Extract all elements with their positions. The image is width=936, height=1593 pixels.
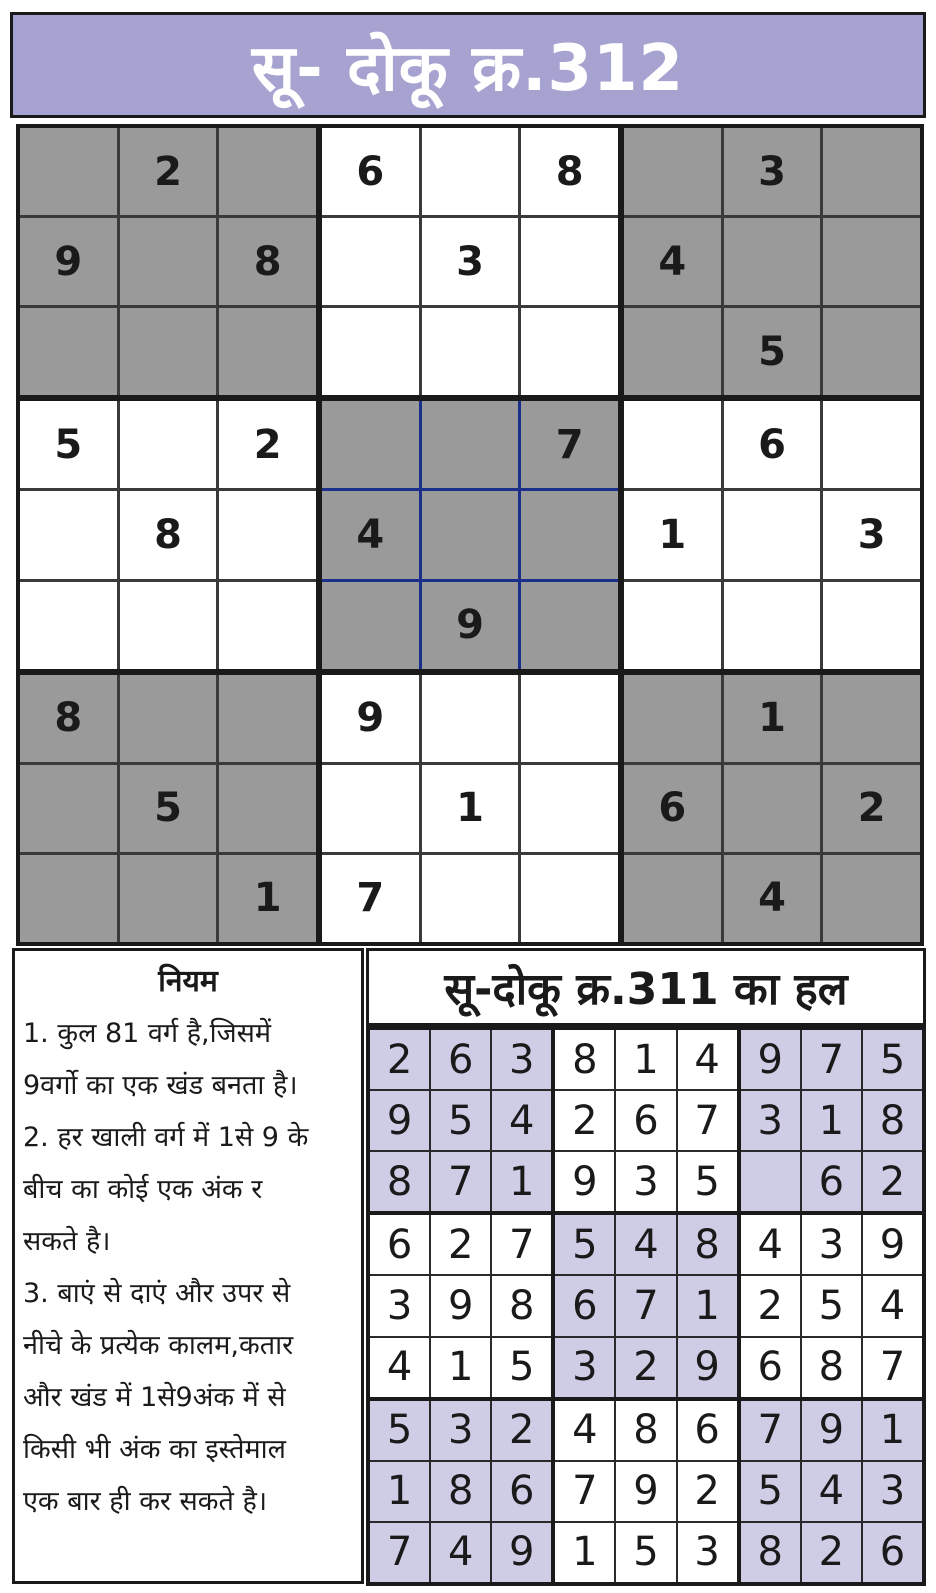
puzzle-cell[interactable]: 7 (322, 855, 419, 942)
solution-cell: 3 (802, 1215, 861, 1274)
puzzle-title: सू- दोकू क्र.312 (251, 31, 685, 106)
rules-heading: नियम (158, 964, 218, 999)
solution-cell: 6 (370, 1215, 429, 1274)
puzzle-cell[interactable] (823, 308, 920, 395)
puzzle-cell[interactable] (120, 401, 217, 488)
puzzle-cell[interactable] (624, 308, 721, 395)
puzzle-box (20, 128, 316, 395)
puzzle-cell[interactable]: 9 (422, 582, 519, 669)
puzzle-cell[interactable] (521, 855, 618, 942)
solution-cell: 9 (678, 1338, 737, 1397)
solution-cell: 1 (616, 1030, 675, 1089)
solution-cell: 1 (863, 1401, 922, 1460)
solution-cell: 7 (741, 1401, 800, 1460)
puzzle-cell[interactable]: 6 (624, 765, 721, 852)
puzzle-cell[interactable]: 9 (20, 218, 117, 305)
solution-cell: 4 (741, 1215, 800, 1274)
solution-cell: 8 (431, 1462, 490, 1521)
rule-line: सकते है। (23, 1226, 111, 1257)
solution-cell: 2 (431, 1215, 490, 1274)
puzzle-cell[interactable] (219, 765, 316, 852)
solution-cell: 7 (863, 1338, 922, 1397)
puzzle-cell[interactable] (823, 855, 920, 942)
solution-cell: 2 (802, 1523, 861, 1582)
puzzle-cell[interactable] (422, 855, 519, 942)
puzzle-cell[interactable] (219, 582, 316, 669)
solution-cell: 2 (678, 1462, 737, 1521)
puzzle-cell[interactable] (724, 218, 821, 305)
puzzle-cell[interactable] (724, 765, 821, 852)
puzzle-cell[interactable] (422, 401, 519, 488)
solution-box (555, 1401, 736, 1582)
solution-cell: 8 (616, 1401, 675, 1460)
solution-cell: 6 (678, 1401, 737, 1460)
puzzle-cell[interactable] (823, 675, 920, 762)
puzzle-cell[interactable] (219, 491, 316, 578)
solution-cell: 1 (370, 1462, 429, 1521)
puzzle-cell[interactable] (219, 308, 316, 395)
puzzle-cell[interactable] (120, 855, 217, 942)
solution-cell: 7 (431, 1152, 490, 1211)
puzzle-cell[interactable]: 2 (823, 765, 920, 852)
solution-box (370, 1401, 551, 1582)
puzzle-cell[interactable] (823, 128, 920, 215)
solution-cell: 4 (863, 1276, 922, 1335)
solution-cell: 4 (492, 1091, 551, 1150)
puzzle-cell[interactable] (120, 582, 217, 669)
puzzle-cell[interactable] (20, 128, 117, 215)
solution-cell: 1 (678, 1276, 737, 1335)
puzzle-cell[interactable] (322, 582, 419, 669)
puzzle-cell[interactable]: 3 (724, 128, 821, 215)
rules-panel (12, 948, 364, 1584)
solution-cell: 9 (555, 1152, 614, 1211)
puzzle-cell[interactable] (521, 491, 618, 578)
puzzle-cell[interactable] (322, 401, 419, 488)
solution-cell: 2 (370, 1030, 429, 1089)
rule-line: 3. बाएं से दाएं और उपर से (23, 1278, 291, 1309)
rule-line: और खंड में 1से9अंक में से (23, 1382, 286, 1413)
solution-cell: 8 (555, 1030, 614, 1089)
solution-cell: 4 (802, 1462, 861, 1521)
title-banner (10, 12, 926, 118)
puzzle-cell[interactable] (20, 765, 117, 852)
puzzle-cell[interactable]: 2 (219, 401, 316, 488)
puzzle-cell[interactable]: 1 (724, 675, 821, 762)
solution-cell (741, 1152, 800, 1211)
puzzle-cell[interactable]: 3 (422, 218, 519, 305)
puzzle-cell[interactable]: 1 (624, 491, 721, 578)
solution-cell: 6 (802, 1152, 861, 1211)
solution-box (741, 1401, 922, 1582)
solution-cell: 5 (370, 1401, 429, 1460)
solution-cell: 5 (616, 1523, 675, 1582)
puzzle-cell[interactable] (823, 218, 920, 305)
solution-cell: 3 (492, 1030, 551, 1089)
solution-cell: 2 (863, 1152, 922, 1211)
solution-cell: 4 (678, 1030, 737, 1089)
solution-cell: 6 (741, 1338, 800, 1397)
solution-cell: 7 (802, 1030, 861, 1089)
rule-line: बीच का कोई एक अंक र (23, 1174, 263, 1205)
puzzle-cell[interactable] (624, 401, 721, 488)
puzzle-cell[interactable]: 2 (120, 128, 217, 215)
solution-cell: 9 (741, 1030, 800, 1089)
puzzle-cell[interactable]: 1 (422, 765, 519, 852)
solution-cell: 4 (555, 1401, 614, 1460)
solution-cell: 8 (678, 1215, 737, 1274)
solution-cell: 3 (616, 1152, 675, 1211)
solution-cell: 8 (741, 1523, 800, 1582)
solution-cell: 7 (492, 1215, 551, 1274)
solution-cell: 5 (741, 1462, 800, 1521)
puzzle-cell[interactable]: 5 (120, 765, 217, 852)
puzzle-box (20, 401, 316, 668)
puzzle-cell[interactable]: 8 (120, 491, 217, 578)
solution-cell: 4 (431, 1523, 490, 1582)
solution-box (370, 1030, 551, 1211)
solution-box (370, 1215, 551, 1396)
solution-cell: 9 (863, 1215, 922, 1274)
puzzle-cell[interactable] (521, 218, 618, 305)
puzzle-cell[interactable] (624, 128, 721, 215)
solution-box (741, 1030, 922, 1211)
solution-cell: 5 (678, 1152, 737, 1211)
puzzle-cell[interactable] (521, 675, 618, 762)
puzzle-cell[interactable] (624, 855, 721, 942)
solution-cell: 5 (492, 1338, 551, 1397)
puzzle-box (322, 128, 618, 395)
solution-cell: 3 (555, 1338, 614, 1397)
puzzle-cell[interactable] (219, 128, 316, 215)
solution-cell: 7 (678, 1091, 737, 1150)
puzzle-cell[interactable] (521, 765, 618, 852)
puzzle-box (624, 401, 920, 668)
puzzle-grid (16, 124, 924, 946)
puzzle-cell[interactable]: 8 (20, 675, 117, 762)
puzzle-cell[interactable]: 4 (724, 855, 821, 942)
solution-cell: 3 (431, 1401, 490, 1460)
puzzle-cell[interactable] (624, 582, 721, 669)
solution-box (555, 1030, 736, 1211)
solution-cell: 3 (678, 1523, 737, 1582)
puzzle-cell[interactable] (624, 675, 721, 762)
solution-cell: 1 (555, 1523, 614, 1582)
puzzle-cell[interactable] (422, 308, 519, 395)
puzzle-cell[interactable] (422, 128, 519, 215)
solution-cell: 9 (616, 1462, 675, 1521)
solution-cell: 6 (492, 1462, 551, 1521)
puzzle-cell[interactable]: 5 (724, 308, 821, 395)
puzzle-cell[interactable] (823, 401, 920, 488)
solution-cell: 5 (802, 1276, 861, 1335)
solution-cell: 9 (492, 1523, 551, 1582)
solution-cell: 6 (431, 1030, 490, 1089)
solution-cell: 7 (370, 1523, 429, 1582)
puzzle-cell[interactable] (120, 308, 217, 395)
puzzle-cell[interactable] (422, 491, 519, 578)
puzzle-cell[interactable]: 4 (624, 218, 721, 305)
solution-cell: 7 (555, 1462, 614, 1521)
solution-cell: 8 (863, 1091, 922, 1150)
solution-cell: 5 (555, 1215, 614, 1274)
puzzle-cell[interactable]: 8 (521, 128, 618, 215)
puzzle-box (20, 675, 316, 942)
solution-cell: 6 (616, 1091, 675, 1150)
solution-cell: 7 (616, 1276, 675, 1335)
solution-cell: 1 (431, 1338, 490, 1397)
solution-cell: 1 (802, 1091, 861, 1150)
solution-cell: 5 (431, 1091, 490, 1150)
puzzle-cell[interactable] (120, 675, 217, 762)
solution-title-box (366, 948, 926, 1026)
puzzle-cell[interactable]: 5 (20, 401, 117, 488)
solution-box (555, 1215, 736, 1396)
puzzle-cell[interactable]: 8 (219, 218, 316, 305)
puzzle-cell[interactable]: 6 (724, 401, 821, 488)
puzzle-box (624, 128, 920, 395)
solution-cell: 9 (370, 1091, 429, 1150)
rule-line: किसी भी अंक का इस्तेमाल (23, 1434, 286, 1465)
puzzle-cell[interactable] (322, 765, 419, 852)
puzzle-cell[interactable] (219, 675, 316, 762)
solution-cell: 6 (863, 1523, 922, 1582)
puzzle-box (322, 401, 618, 668)
solution-cell: 2 (741, 1276, 800, 1335)
rule-line: एक बार ही कर सकते है। (23, 1486, 268, 1517)
puzzle-cell[interactable] (20, 855, 117, 942)
puzzle-cell[interactable] (20, 308, 117, 395)
puzzle-cell[interactable] (823, 582, 920, 669)
puzzle-cell[interactable] (322, 218, 419, 305)
puzzle-cell[interactable] (120, 218, 217, 305)
puzzle-cell[interactable]: 9 (322, 675, 419, 762)
puzzle-box (624, 675, 920, 942)
rule-line: 2. हर खाली वर्ग में 1से 9 के (23, 1122, 309, 1153)
puzzle-cell[interactable]: 6 (322, 128, 419, 215)
puzzle-cell[interactable] (20, 582, 117, 669)
puzzle-cell[interactable] (724, 582, 821, 669)
puzzle-cell[interactable]: 1 (219, 855, 316, 942)
puzzle-cell[interactable] (20, 491, 117, 578)
puzzle-cell[interactable]: 4 (322, 491, 419, 578)
solution-cell: 5 (863, 1030, 922, 1089)
solution-cell: 2 (492, 1401, 551, 1460)
puzzle-cell[interactable]: 3 (823, 491, 920, 578)
solution-cell: 4 (370, 1338, 429, 1397)
solution-cell: 8 (370, 1152, 429, 1211)
solution-cell: 6 (555, 1276, 614, 1335)
puzzle-cell[interactable] (422, 675, 519, 762)
solution-cell: 1 (492, 1152, 551, 1211)
solution-cell: 3 (863, 1462, 922, 1521)
puzzle-cell[interactable] (521, 582, 618, 669)
puzzle-cell[interactable]: 7 (521, 401, 618, 488)
rule-line: 9वर्गो का एक खंड बनता है। (23, 1070, 298, 1101)
solution-cell: 8 (492, 1276, 551, 1335)
puzzle-cell[interactable] (521, 308, 618, 395)
puzzle-cell[interactable] (724, 491, 821, 578)
puzzle-cell[interactable] (322, 308, 419, 395)
solution-cell: 8 (802, 1338, 861, 1397)
solution-grid (366, 1026, 926, 1586)
solution-cell: 3 (370, 1276, 429, 1335)
solution-box (741, 1215, 922, 1396)
rule-line: नीचे के प्रत्येक कालम,कतार (23, 1330, 294, 1361)
solution-cell: 3 (741, 1091, 800, 1150)
solution-cell: 2 (555, 1091, 614, 1150)
solution-cell: 9 (431, 1276, 490, 1335)
solution-title: सू-दोकू क्र.311 का हल (444, 964, 848, 1015)
puzzle-box (322, 675, 618, 942)
solution-cell: 4 (616, 1215, 675, 1274)
rule-line: 1. कुल 81 वर्ग है,जिसमें (23, 1018, 272, 1049)
solution-cell: 2 (616, 1338, 675, 1397)
solution-cell: 9 (802, 1401, 861, 1460)
